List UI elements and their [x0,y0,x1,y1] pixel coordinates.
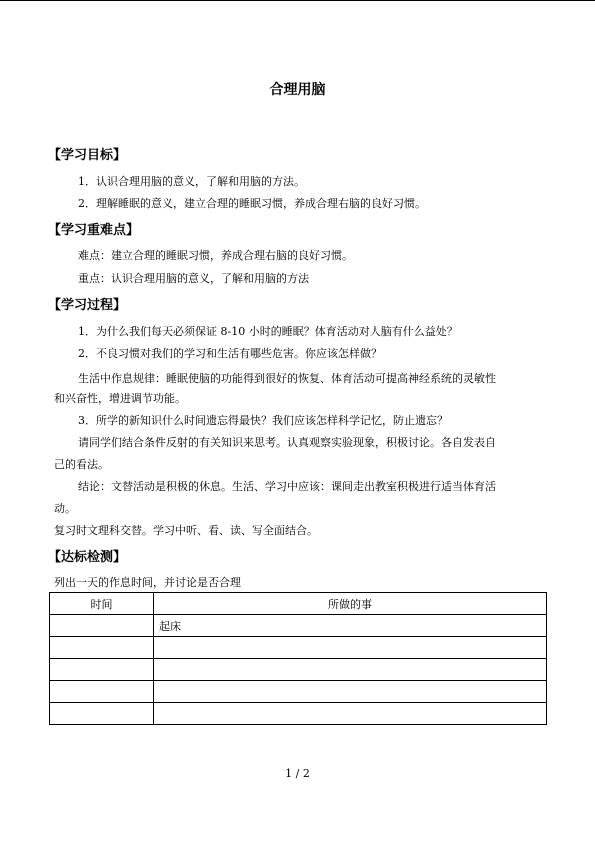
focus-text: 重点：认识合理用脑的意义，了解和用脑的方法 [78,272,309,285]
activity-cell [154,637,547,659]
table-row [50,659,547,681]
column-header-time: 时间 [50,593,154,615]
table-row [50,703,547,725]
table-row [50,637,547,659]
assessment-instruction: 列出一天的作息时间，并讨论是否合理 [54,576,241,589]
time-cell [50,681,154,703]
time-cell [50,659,154,681]
process-question-3: 3．所学的新知识什么时间遗忘得最快？我们应该怎样科学记忆，防止遗忘？ [78,414,448,427]
time-cell [50,703,154,725]
activity-cell [154,703,547,725]
objectives-heading: 【学习目标】 [48,148,127,163]
process-paragraph-3-line-1: 结论：文替活动是积极的休息。生活、学习中应该：课间走出教室积极进行适当体育活 [78,480,496,493]
objective-item-2: 2．理解睡眠的意义，建立合理的睡眠习惯，养成合理右脑的良好习惯。 [78,197,426,210]
top-rule [0,0,595,1]
process-paragraph-2-line-1: 请同学们结合条件反射的有关知识来思考。认真观察实验现象，积极讨论。各自发表自 [78,436,496,449]
table-header-row [50,593,547,615]
assessment-heading: 【达标检测】 [48,550,127,565]
process-question-1: 1．为什么我们每天必须保证 8-10 小时的睡眠？体育活动对人脑有什么益处？ [78,325,458,338]
table-row [50,681,547,703]
process-paragraph-1-line-1: 生活中作息规律：睡眠使脑的功能得到很好的恢复、体育活动可提高神经系统的灵敏性 [78,372,496,385]
key-points-heading: 【学习重难点】 [48,223,140,238]
column-header-activity: 所做的事 [154,593,547,615]
time-cell [50,615,154,637]
activity-cell: 起床 [154,615,547,637]
schedule-table [49,592,547,725]
process-paragraph-1-line-2: 和兴奋性，增进调节功能。 [54,392,186,405]
process-paragraph-2-line-2: 己的看法。 [54,458,109,471]
time-cell [50,637,154,659]
difficulty-text: 难点：建立合理的睡眠习惯，养成合理右脑的良好习惯。 [78,249,353,262]
objective-item-1: 1．认识合理用脑的意义，了解和用脑的方法。 [78,175,305,188]
process-paragraph-3-line-2: 动。 [54,502,76,515]
table-row [50,615,547,637]
activity-cell [154,681,547,703]
process-paragraph-4: 复习时文理科交替。学习中听、看、读、写全面结合。 [54,524,318,537]
page-number: 1 / 2 [285,767,310,780]
process-question-2: 2．不良习惯对我们的学习和生活有哪些危害。你应该怎样做？ [78,347,382,360]
process-heading: 【学习过程】 [48,298,127,313]
page-title: 合理用脑 [269,82,326,98]
activity-cell [154,659,547,681]
